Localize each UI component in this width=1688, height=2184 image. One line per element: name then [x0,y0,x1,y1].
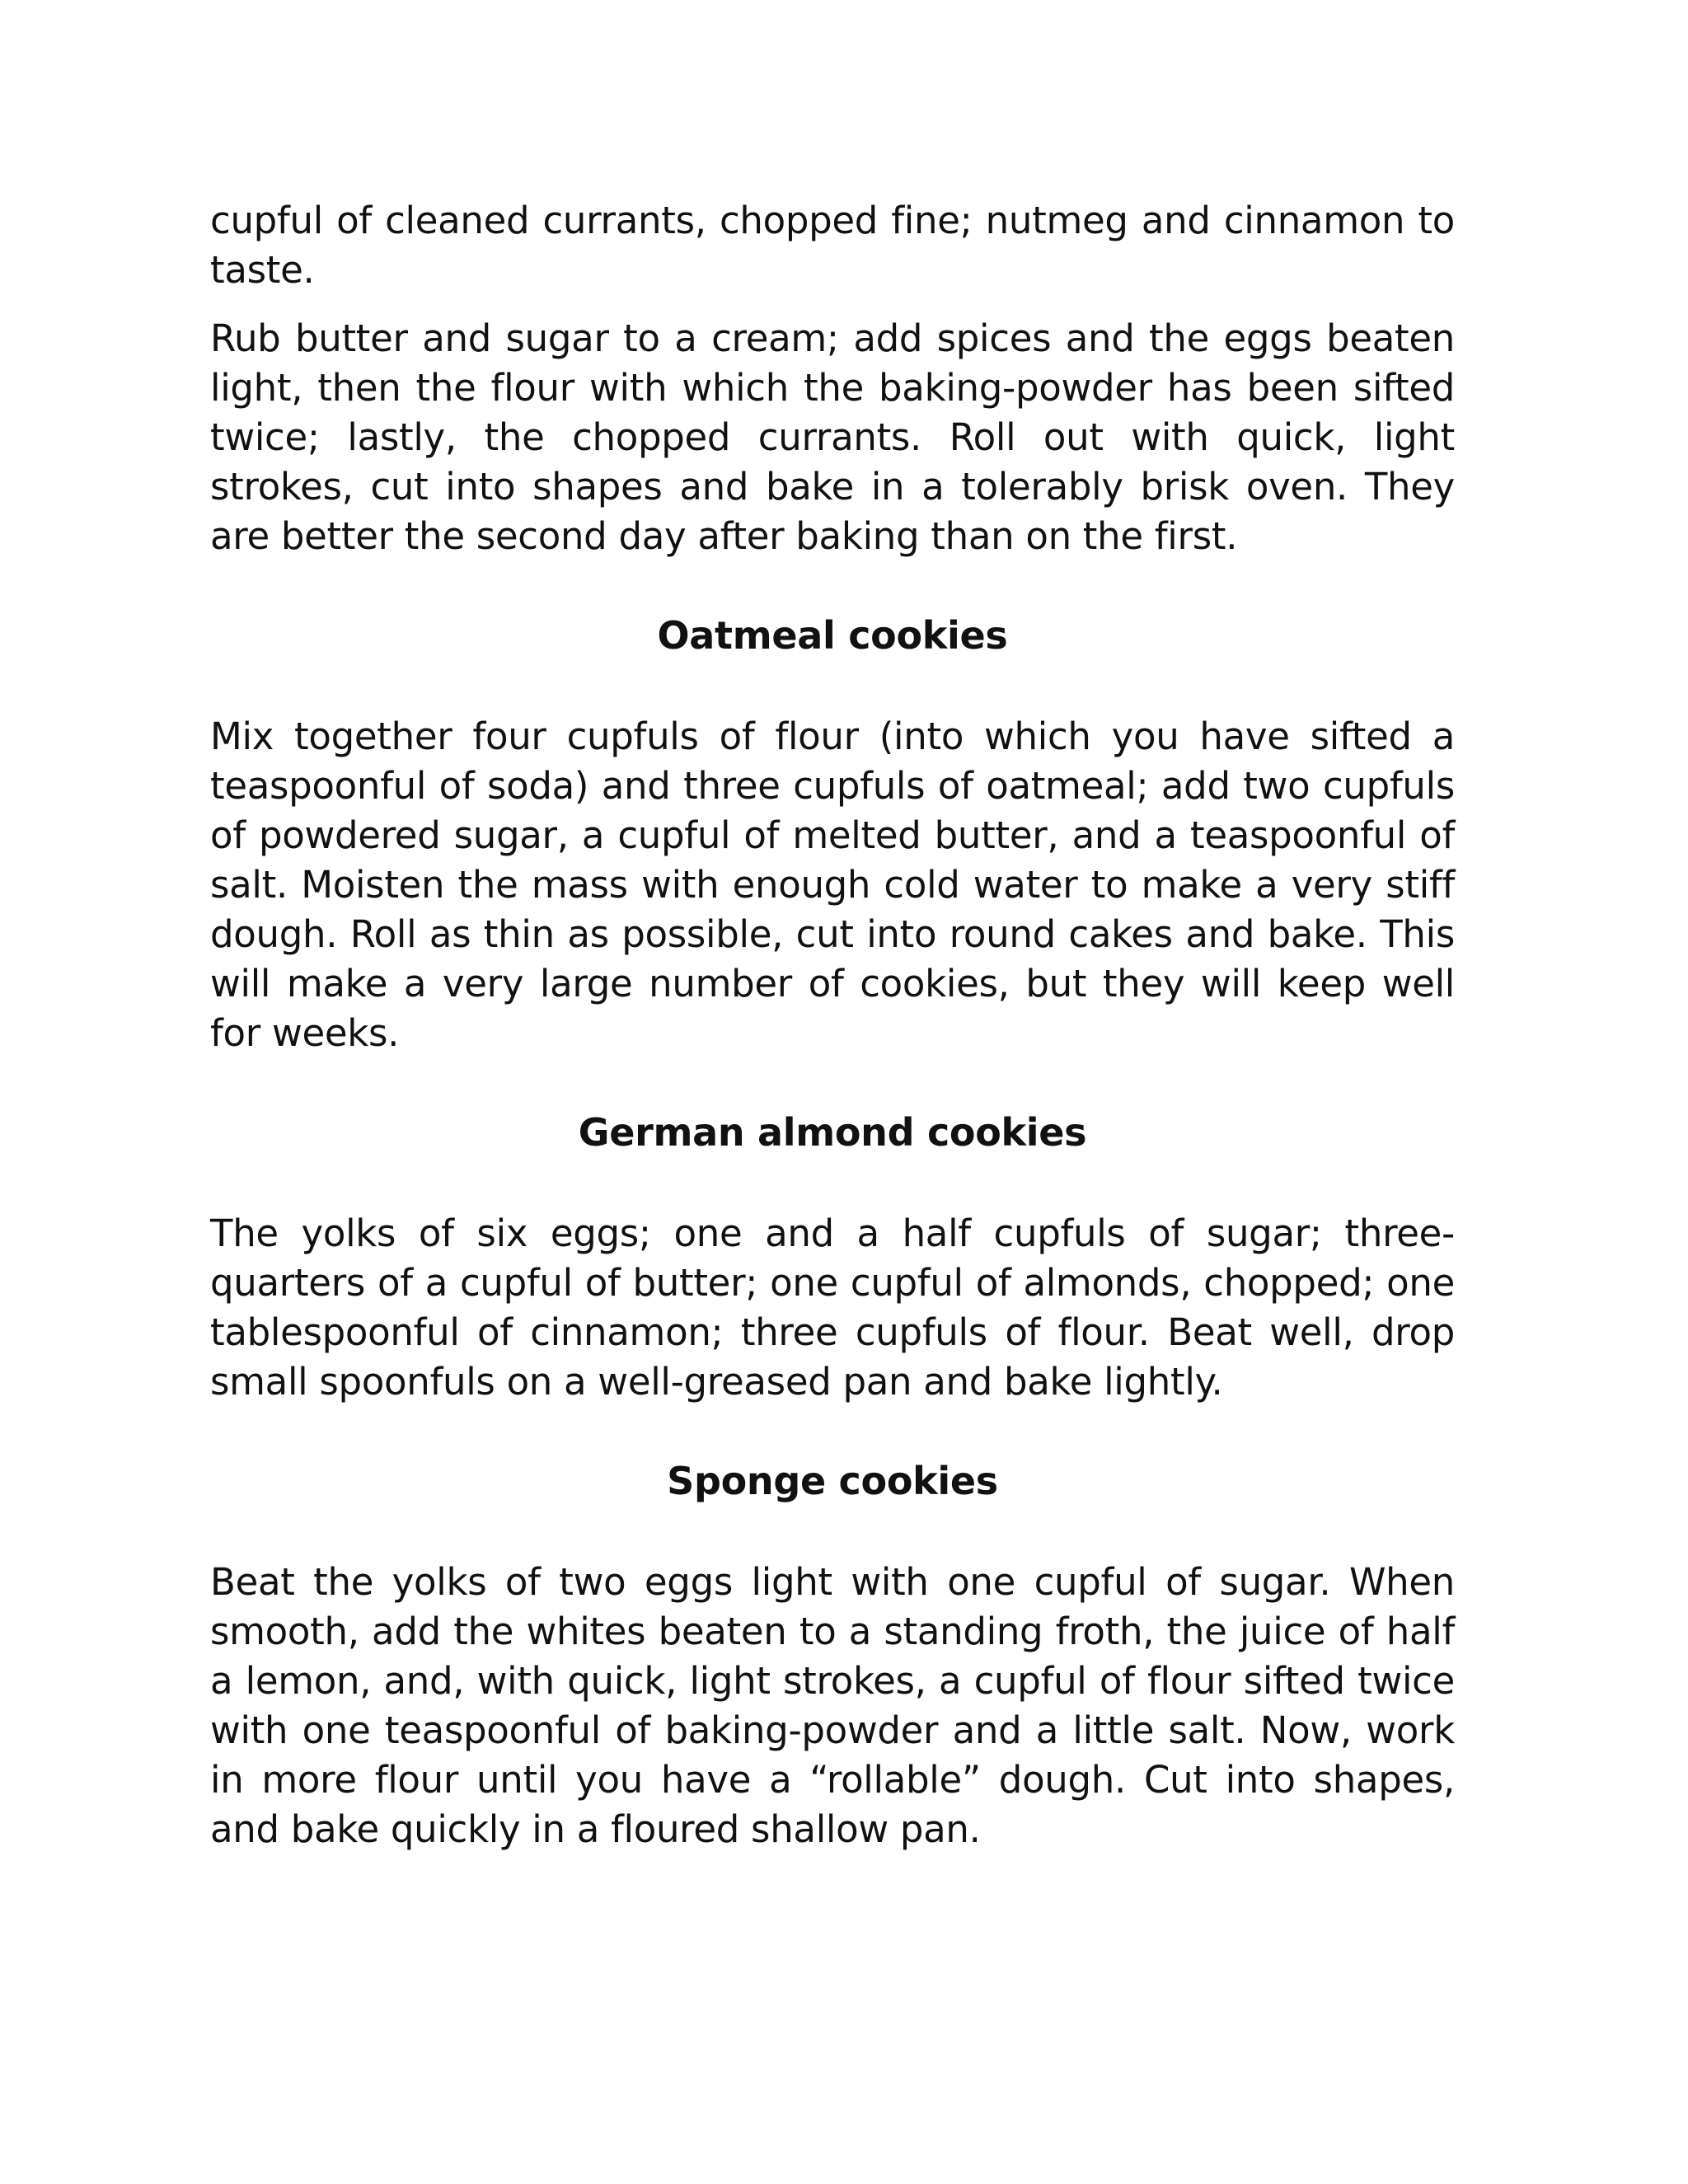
recipe-title: German almond cookies [578,1110,1087,1155]
recipe-oatmeal-cookies [210,611,1455,1058]
recipe-text: The yolks of six eggs; one and a half cupfuls of sugar; three-quarters of a cupful of butter; one cupful of almonds, chopped; one tablespoonful of cinnamon; three cupfuls of flour. Beat well, drop small spoonfuls on a well-greased pan and bake lightly. [210,1212,1455,1404]
document-page [210,196,1455,1854]
recipe-german-almond-cookies [210,1108,1455,1407]
recipe-title: Sponge cookies [667,1459,998,1503]
intro-paragraph-2: Rub butter and sugar to a cream; add spices and the eggs beaten light, then the flour with which the baking-powder has been sifted twice; lastly, the chopped currants. Roll out with quick, light strokes, cut into shapes and bake in a tolerably brisk oven. They are better the second day after baking than on the first. [210,316,1455,558]
intro-section [210,196,1455,561]
recipe-text: Beat the yolks of two eggs light with one cupful of sugar. When smooth, add the whites beaten to a standing froth, the juice of half a lemon, and, with quick, light strokes, a cupful of flour sifted twice with one teaspoonful of baking-powder and a little salt. Now, work in more flour until you have a “rollable” dough. Cut into shapes, and bake quickly in a floured shallow pan. [210,1560,1455,1851]
intro-paragraph-1: cupful of cleaned currants, chopped fine; nutmeg and cinnamon to taste. [210,199,1455,292]
recipe-sponge-cookies [210,1456,1455,1854]
recipe-text: Mix together four cupfuls of flour (into which you have sifted a teaspoonful of soda) and three cupfuls of oatmeal; add two cupfuls of powdered sugar, a cupful of melted butter, and a teaspoonful of salt. Moisten the mass with enough cold water to make a very stiff dough. Roll as thin as possible, cut into round cakes and bake. This will make a very large number of cookies, but they will keep well for weeks. [210,715,1455,1055]
recipe-title: Oatmeal cookies [657,613,1008,658]
